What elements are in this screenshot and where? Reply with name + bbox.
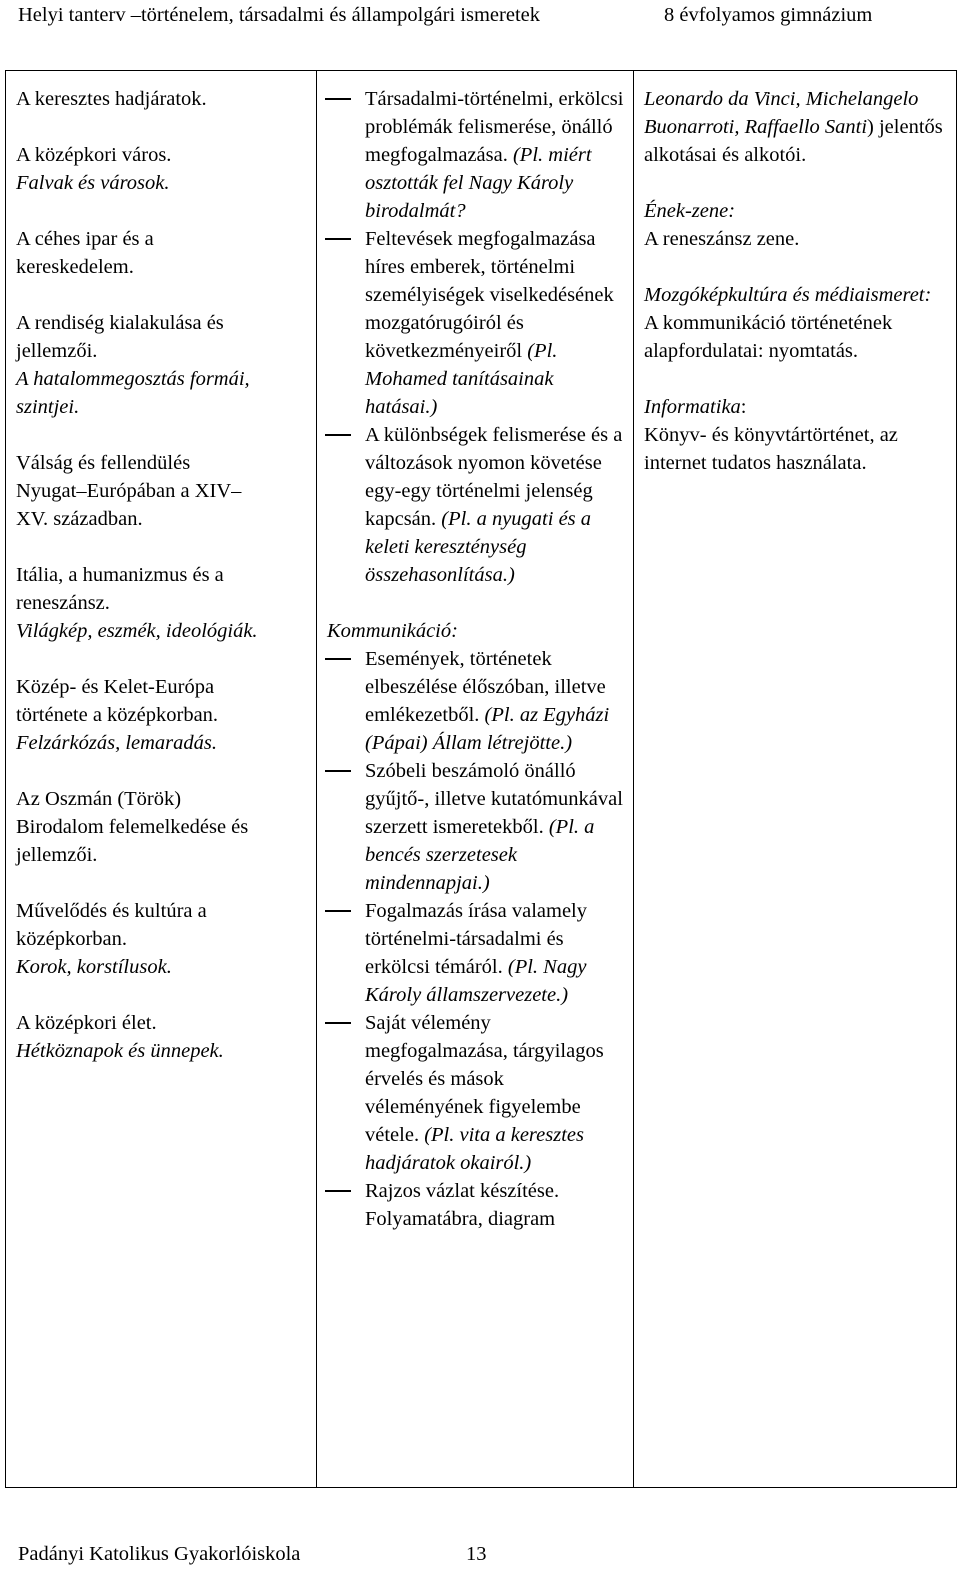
task-item bbox=[327, 645, 627, 757]
connection-text: ) jelentős alkotásai és alkotói. bbox=[644, 116, 943, 166]
task-text: (Pl. a bencés szerzetesek mindennapjai.) bbox=[365, 816, 595, 894]
topic-block bbox=[16, 225, 310, 281]
connection-subject bbox=[644, 197, 954, 225]
task-item bbox=[327, 85, 627, 225]
topic-line: Itália, a humanizmus és a bbox=[16, 564, 224, 586]
topic-line: A középkori város. bbox=[16, 144, 172, 166]
communication-tasks-list bbox=[327, 645, 627, 1233]
page-header bbox=[0, 0, 960, 30]
connection-subject-text: Ének-zene: bbox=[644, 200, 736, 222]
topics-list bbox=[6, 71, 316, 1065]
curriculum-table bbox=[5, 70, 957, 1488]
dash-bullet bbox=[325, 658, 351, 660]
topic-line: A rendiség kialakulása és bbox=[16, 312, 224, 334]
topic-block bbox=[16, 309, 310, 421]
school-type: 8 évfolyamos gimnázium bbox=[664, 4, 873, 26]
tasks-container bbox=[317, 71, 633, 1233]
communication-label: Kommunikáció: bbox=[327, 620, 458, 642]
topic-block bbox=[16, 561, 310, 645]
topic-line: története a középkorban. bbox=[16, 704, 219, 726]
connection-subject-suffix: : bbox=[740, 396, 747, 418]
table-row bbox=[6, 71, 957, 1488]
task-item bbox=[327, 1009, 627, 1177]
task-text: (Pl. az Egyházi (Pápai) Állam létrejötte.) bbox=[365, 704, 610, 754]
topic-line: A középkori élet. bbox=[16, 1012, 157, 1034]
dash-bullet bbox=[325, 1190, 351, 1192]
connection-subject-text: Informatika bbox=[644, 396, 741, 418]
dash-bullet bbox=[325, 98, 351, 100]
task-text: Szóbeli beszámoló önálló gyűjtő-, illetve kutatómunkával szerzett ismeretekből. bbox=[365, 760, 623, 838]
topic-line: Az Oszmán (Török) bbox=[16, 788, 182, 810]
dash-bullet bbox=[325, 1022, 351, 1024]
topic-line: XV. században. bbox=[16, 508, 143, 530]
task-text: Rajzos vázlat készítése. Folyamatábra, diagram bbox=[365, 1180, 560, 1230]
topic-line: Művelődés és kultúra a bbox=[16, 900, 207, 922]
task-text: (Pl. miért osztották fel Nagy Károly birodalmát? bbox=[365, 144, 592, 222]
connection-subject bbox=[644, 393, 954, 421]
topic-line: A céhes ipar és a bbox=[16, 228, 154, 250]
connections-list bbox=[634, 71, 956, 477]
topic-line: Közép- és Kelet-Európa bbox=[16, 676, 215, 698]
task-text: (Pl. Nagy Károly államszervezete.) bbox=[365, 956, 587, 1006]
topic-block bbox=[16, 85, 310, 113]
task-item bbox=[327, 225, 627, 421]
task-item bbox=[327, 757, 627, 897]
tasks-cell bbox=[317, 71, 634, 1488]
topic-block bbox=[16, 1009, 310, 1065]
page-footer bbox=[0, 1538, 960, 1572]
connection-block bbox=[644, 281, 954, 365]
task-text: Társadalmi-történelmi, erkölcsi problémák felismerése, önálló megfogalmazása. bbox=[365, 88, 624, 166]
document-title: Helyi tanterv –történelem, társadalmi és állampolgári ismeretek bbox=[18, 4, 540, 26]
topics-cell bbox=[6, 71, 317, 1488]
task-text: Saját vélemény megfogalmazása, tárgyilagos érvelés és mások véleményének figyelembe vétele. bbox=[365, 1012, 604, 1146]
dash-bullet bbox=[325, 770, 351, 772]
task-item bbox=[327, 1177, 627, 1233]
connection-text: A kommunikáció történetének alapfordulatai: nyomtatás. bbox=[644, 312, 893, 362]
topic-line: reneszánsz. bbox=[16, 592, 110, 614]
connection-block bbox=[644, 197, 954, 253]
task-text: (Pl. vita a keresztes hadjáratok okairól.) bbox=[365, 1124, 584, 1174]
connection-subject-text: Mozgóképkultúra és médiaismeret: bbox=[644, 284, 932, 306]
connection-text: A reneszánsz zene. bbox=[644, 228, 800, 250]
connection-block bbox=[644, 85, 954, 169]
topic-line: Birodalom felemelkedése és bbox=[16, 816, 249, 838]
task-text: A különbségek felismerése és a változások nyomon követése egy-egy történelmi jelenség kapcsán. bbox=[365, 424, 623, 530]
dash-bullet bbox=[325, 238, 351, 240]
dash-bullet bbox=[325, 434, 351, 436]
connection-text: Leonardo da Vinci, Michelangelo Buonarroti, Raffaello Santi bbox=[644, 88, 919, 138]
topic-line: szintjei. bbox=[16, 396, 80, 418]
topic-line: Korok, korstílusok. bbox=[16, 956, 172, 978]
school-name: Padányi Katolikus Gyakorlóiskola bbox=[18, 1543, 301, 1565]
topic-block bbox=[16, 897, 310, 981]
task-text: Feltevések megfogalmazása híres emberek, történelmi személyiségek viselkedésének mozgatórugóiról és következményeiről bbox=[365, 228, 614, 362]
tasks-list bbox=[327, 85, 627, 589]
dash-bullet bbox=[325, 910, 351, 912]
topic-line: Világkép, eszmék, ideológiák. bbox=[16, 620, 258, 642]
connection-subject bbox=[644, 281, 954, 309]
topic-line: Nyugat–Európában a XIV– bbox=[16, 480, 242, 502]
topic-line: jellemzői. bbox=[16, 340, 98, 362]
page-number: 13 bbox=[466, 1543, 487, 1565]
topic-line: középkorban. bbox=[16, 928, 127, 950]
topic-block bbox=[16, 785, 310, 869]
topic-line: kereskedelem. bbox=[16, 256, 134, 278]
topic-line: Hétköznapok és ünnepek. bbox=[16, 1040, 224, 1062]
topic-block bbox=[16, 673, 310, 757]
topic-line: A hatalommegosztás formái, bbox=[16, 368, 250, 390]
topic-line: jellemzői. bbox=[16, 844, 98, 866]
task-text: (Pl. Mohamed tanításainak hatásai.) bbox=[365, 340, 558, 418]
task-text: Fogalmazás írása valamely történelmi-társadalmi és erkölcsi témáról. bbox=[365, 900, 587, 978]
connection-block bbox=[644, 393, 954, 477]
task-text: (Pl. a nyugati és a keleti kereszténység összehasonlítása.) bbox=[365, 508, 592, 586]
task-text: Események, történetek elbeszélése élőszóban, illetve emlékezetből. bbox=[365, 648, 606, 726]
topic-line: A keresztes hadjáratok. bbox=[16, 88, 207, 110]
topic-line: Falvak és városok. bbox=[16, 172, 170, 194]
task-item bbox=[327, 421, 627, 589]
task-item bbox=[327, 897, 627, 1009]
topic-line: Felzárkózás, lemaradás. bbox=[16, 732, 218, 754]
topic-block bbox=[16, 449, 310, 533]
connection-text: Könyv- és könyvtártörténet, az internet tudatos használata. bbox=[644, 424, 898, 474]
topic-line: Válság és fellendülés bbox=[16, 452, 191, 474]
topic-block bbox=[16, 141, 310, 197]
connections-cell bbox=[634, 71, 957, 1488]
